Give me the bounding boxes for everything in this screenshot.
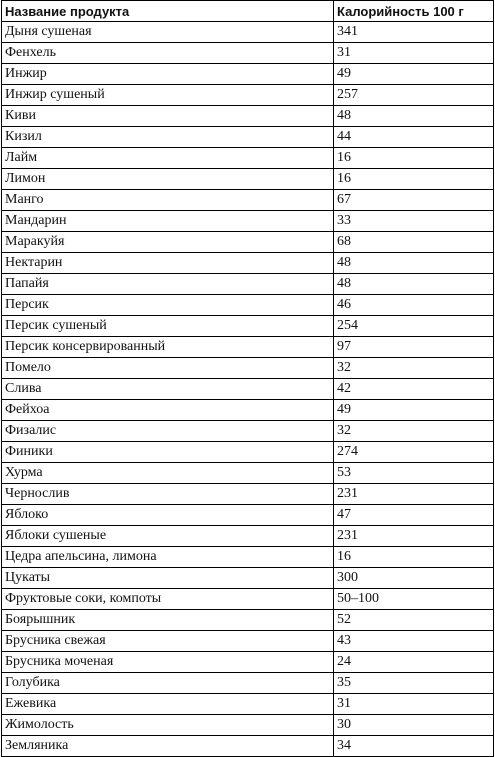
table-row <box>2 736 494 757</box>
table-header <box>2 1 494 22</box>
product-name-cell: Физалис <box>2 421 334 442</box>
calories-cell: 49 <box>334 64 494 85</box>
table-row <box>2 358 494 379</box>
table-row <box>2 169 494 190</box>
product-name-cell: Чернослив <box>2 484 334 505</box>
product-name-cell: Персик сушеный <box>2 316 334 337</box>
product-name-cell: Фейхоа <box>2 400 334 421</box>
product-name-cell: Дыня сушеная <box>2 22 334 43</box>
product-name-cell: Брусника свежая <box>2 631 334 652</box>
table-row <box>2 484 494 505</box>
table-row <box>2 442 494 463</box>
table-row <box>2 211 494 232</box>
calories-cell: 31 <box>334 694 494 715</box>
table-row <box>2 400 494 421</box>
calories-cell: 24 <box>334 652 494 673</box>
product-name-cell: Нектарин <box>2 253 334 274</box>
table-row <box>2 526 494 547</box>
table-row <box>2 43 494 64</box>
product-name-cell: Жимолость <box>2 715 334 736</box>
calories-cell: 35 <box>334 673 494 694</box>
product-name-cell: Инжир <box>2 64 334 85</box>
product-name-cell: Киви <box>2 106 334 127</box>
calories-cell: 48 <box>334 274 494 295</box>
product-name-cell: Инжир сушеный <box>2 85 334 106</box>
product-name-cell: Ежевика <box>2 694 334 715</box>
table-row <box>2 694 494 715</box>
calories-cell: 300 <box>334 568 494 589</box>
header-calories: Калорийность 100 г <box>334 1 494 22</box>
calories-cell: 67 <box>334 190 494 211</box>
product-name-cell: Слива <box>2 379 334 400</box>
product-name-cell: Персик <box>2 295 334 316</box>
table-row <box>2 421 494 442</box>
calories-cell: 44 <box>334 127 494 148</box>
table-body <box>2 22 494 757</box>
calories-cell: 31 <box>334 43 494 64</box>
calories-cell: 50–100 <box>334 589 494 610</box>
calories-cell: 16 <box>334 148 494 169</box>
product-name-cell: Лайм <box>2 148 334 169</box>
calories-cell: 274 <box>334 442 494 463</box>
product-name-cell: Яблоко <box>2 505 334 526</box>
product-name-cell: Фенхель <box>2 43 334 64</box>
product-name-cell: Манго <box>2 190 334 211</box>
table-row <box>2 337 494 358</box>
product-name-cell: Яблоки сушеные <box>2 526 334 547</box>
product-name-cell: Помело <box>2 358 334 379</box>
product-name-cell: Цедра апельсина, лимона <box>2 547 334 568</box>
calories-cell: 47 <box>334 505 494 526</box>
calories-cell: 43 <box>334 631 494 652</box>
table-row <box>2 295 494 316</box>
calories-cell: 254 <box>334 316 494 337</box>
calories-cell: 33 <box>334 211 494 232</box>
calories-cell: 32 <box>334 358 494 379</box>
table-row <box>2 547 494 568</box>
table-row <box>2 673 494 694</box>
table-row <box>2 568 494 589</box>
table-row <box>2 85 494 106</box>
calories-cell: 32 <box>334 421 494 442</box>
product-name-cell: Цукаты <box>2 568 334 589</box>
table-row <box>2 316 494 337</box>
table-row <box>2 148 494 169</box>
product-name-cell: Маракуйя <box>2 232 334 253</box>
calories-cell: 49 <box>334 400 494 421</box>
product-name-cell: Кизил <box>2 127 334 148</box>
calories-cell: 231 <box>334 484 494 505</box>
calories-cell: 48 <box>334 253 494 274</box>
calories-cell: 30 <box>334 715 494 736</box>
calories-cell: 257 <box>334 85 494 106</box>
calorie-table <box>1 0 494 757</box>
calories-cell: 231 <box>334 526 494 547</box>
product-name-cell: Брусника моченая <box>2 652 334 673</box>
product-name-cell: Персик консервированный <box>2 337 334 358</box>
table-row <box>2 505 494 526</box>
calories-cell: 53 <box>334 463 494 484</box>
table-row <box>2 274 494 295</box>
product-name-cell: Хурма <box>2 463 334 484</box>
product-name-cell: Боярышник <box>2 610 334 631</box>
calories-cell: 97 <box>334 337 494 358</box>
table-row <box>2 106 494 127</box>
table-row <box>2 631 494 652</box>
table-row <box>2 127 494 148</box>
calories-cell: 16 <box>334 169 494 190</box>
table-row <box>2 379 494 400</box>
table-row <box>2 22 494 43</box>
header-product-name: Название продукта <box>2 1 334 22</box>
product-name-cell: Мандарин <box>2 211 334 232</box>
table-row <box>2 610 494 631</box>
product-name-cell: Земляника <box>2 736 334 757</box>
calories-cell: 52 <box>334 610 494 631</box>
product-name-cell: Лимон <box>2 169 334 190</box>
table-row <box>2 715 494 736</box>
table-row <box>2 463 494 484</box>
table-row <box>2 190 494 211</box>
calories-cell: 341 <box>334 22 494 43</box>
calories-cell: 46 <box>334 295 494 316</box>
table-row <box>2 589 494 610</box>
product-name-cell: Финики <box>2 442 334 463</box>
calories-cell: 16 <box>334 547 494 568</box>
table-row <box>2 253 494 274</box>
table-row <box>2 232 494 253</box>
calories-cell: 48 <box>334 106 494 127</box>
header-row <box>2 1 494 22</box>
table-row <box>2 64 494 85</box>
table-row <box>2 652 494 673</box>
calories-cell: 34 <box>334 736 494 757</box>
product-name-cell: Голубика <box>2 673 334 694</box>
calories-cell: 42 <box>334 379 494 400</box>
calories-cell: 68 <box>334 232 494 253</box>
product-name-cell: Папайя <box>2 274 334 295</box>
product-name-cell: Фруктовые соки, компоты <box>2 589 334 610</box>
